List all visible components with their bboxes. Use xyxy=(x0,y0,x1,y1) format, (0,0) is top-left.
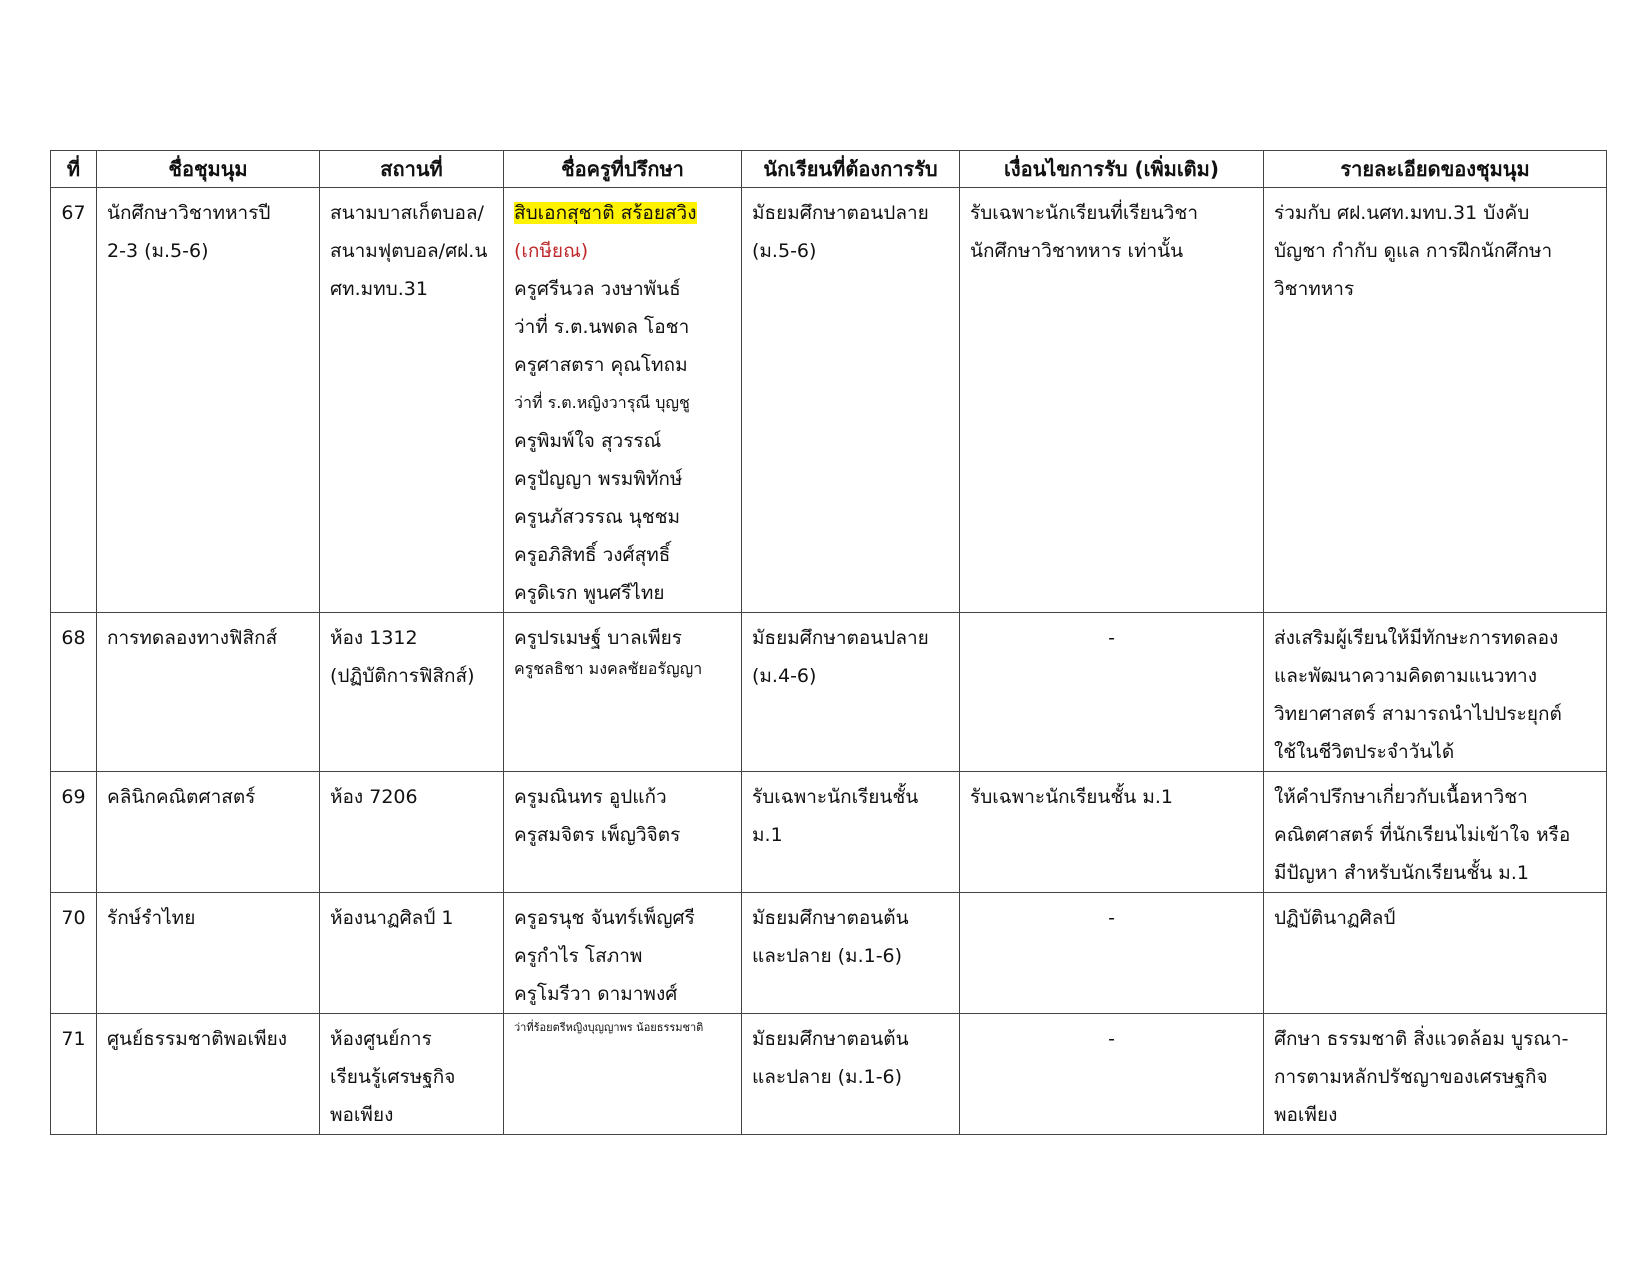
club-details xyxy=(1264,772,1607,893)
condition-line: รับเฉพาะนักเรียนชั้น ม.1 xyxy=(970,786,1173,808)
row-number: 71 xyxy=(51,1014,97,1135)
location-line: สนามฟุตบอล/ศฝ.น xyxy=(330,240,488,262)
advisor-name: ครูดิเรก พูนศรีไทย xyxy=(514,582,665,604)
advisor-retired-note: (เกษียณ) xyxy=(514,240,589,262)
advisor-name: ครูอภิสิทธิ์ วงศ์สุทธิ์ xyxy=(514,544,671,566)
header-advisors: ชื่อครูที่ปรึกษา xyxy=(504,151,742,188)
advisor-name: ครูสมจิตร เพ็ญวิจิตร xyxy=(514,824,681,846)
row-number: 67 xyxy=(51,188,97,613)
club-name-line: รักษ์รำไทย xyxy=(107,907,196,929)
club-name-line: ศูนย์ธรรมชาติพอเพียง xyxy=(107,1028,287,1050)
club-table xyxy=(50,150,1607,1135)
row-number: 68 xyxy=(51,613,97,772)
target-line: (ม.4-6) xyxy=(752,665,817,687)
condition-line: - xyxy=(1108,907,1115,929)
target-students xyxy=(742,772,960,893)
location-line: สนามบาสเก็ตบอล/ xyxy=(330,202,484,224)
location-line: ห้อง 1312 xyxy=(330,627,418,649)
details-line: การตามหลักปรัชญาของเศรษฐกิจ xyxy=(1274,1066,1548,1088)
table-row xyxy=(51,1014,1607,1135)
advisor-name: ครูศาสตรา คุณโทถม xyxy=(514,354,688,376)
condition-line: รับเฉพาะนักเรียนที่เรียนวิชา xyxy=(970,202,1198,224)
condition xyxy=(960,772,1264,893)
table-row xyxy=(51,772,1607,893)
club-name-line: การทดลองทางฟิสิกส์ xyxy=(107,627,278,649)
location-line: (ปฏิบัติการฟิสิกส์) xyxy=(330,665,475,687)
club-details xyxy=(1264,613,1607,772)
condition xyxy=(960,613,1264,772)
club-name-line: 2-3 (ม.5-6) xyxy=(107,240,209,262)
location xyxy=(320,893,504,1014)
target-line: และปลาย (ม.1-6) xyxy=(752,1066,903,1088)
details-line: ใช้ในชีวิตประจำวันได้ xyxy=(1274,741,1455,763)
target-students xyxy=(742,188,960,613)
advisors xyxy=(504,1014,742,1135)
target-line: รับเฉพาะนักเรียนชั้น xyxy=(752,786,919,808)
club-details xyxy=(1264,1014,1607,1135)
details-line: ปฏิบัตินาฏศิลป์ xyxy=(1274,907,1396,929)
target-line: มัธยมศึกษาตอนต้น xyxy=(752,1028,909,1050)
condition xyxy=(960,1014,1264,1135)
club-details xyxy=(1264,893,1607,1014)
advisor-name: ครูนภัสวรรณ นุชชม xyxy=(514,506,681,528)
advisor-name: ว่าที่ร้อยตรีหญิงบุญญาพร น้อยธรรมชาติ xyxy=(514,1021,704,1034)
details-line: คณิตศาสตร์ ที่นักเรียนไม่เข้าใจ หรือ xyxy=(1274,824,1571,846)
table-row xyxy=(51,188,1607,613)
location-line: ห้อง 7206 xyxy=(330,786,418,808)
location-line: พอเพียง xyxy=(330,1104,394,1126)
details-line: ศึกษา ธรรมชาติ สิ่งแวดล้อม บูรณา- xyxy=(1274,1028,1569,1050)
target-line: และปลาย (ม.1-6) xyxy=(752,945,903,967)
advisors xyxy=(504,893,742,1014)
club-name xyxy=(97,893,320,1014)
advisor-name: ว่าที่ ร.ต.หญิงวารุณี บุญชู xyxy=(514,393,690,412)
details-line: มีปัญหา สำหรับนักเรียนชั้น ม.1 xyxy=(1274,862,1529,884)
header-target-students: นักเรียนที่ต้องการรับ xyxy=(742,151,960,188)
location xyxy=(320,772,504,893)
advisor-name: ครูปรเมษฐ์ บาลเพียร xyxy=(514,627,682,649)
club-name xyxy=(97,188,320,613)
club-name xyxy=(97,772,320,893)
location xyxy=(320,613,504,772)
target-line: (ม.5-6) xyxy=(752,240,817,262)
advisor-name: ครูอรนุช จันทร์เพ็ญศรี xyxy=(514,907,695,929)
location xyxy=(320,1014,504,1135)
header-conditions: เงื่อนไขการรับ (เพิ่มเติม) xyxy=(960,151,1264,188)
header-no: ที่ xyxy=(51,151,97,188)
advisors xyxy=(504,188,742,613)
location-line: เรียนรู้เศรษฐกิจ xyxy=(330,1066,456,1088)
details-line: บัญชา กำกับ ดูแล การฝึกนักศึกษา xyxy=(1274,240,1553,262)
location-line: ห้องศูนย์การ xyxy=(330,1028,432,1050)
target-students xyxy=(742,893,960,1014)
club-name xyxy=(97,1014,320,1135)
details-line: ส่งเสริมผู้เรียนให้มีทักษะการทดลอง xyxy=(1274,627,1559,649)
advisor-name: ครูพิมพ์ใจ สุวรรณ์ xyxy=(514,430,662,452)
advisor-name: ครูชลธิชา มงคลชัยอรัญญา xyxy=(514,659,703,678)
location-line: ศท.มทบ.31 xyxy=(330,278,428,300)
details-line: และพัฒนาความคิดตามแนวทาง xyxy=(1274,665,1537,687)
condition xyxy=(960,188,1264,613)
table-row xyxy=(51,613,1607,772)
advisor-name: ครูมณินทร อูปแก้ว xyxy=(514,786,667,808)
target-line: ม.1 xyxy=(752,824,783,846)
advisors xyxy=(504,613,742,772)
advisor-name: ครูโมรีวา ดามาพงศ์ xyxy=(514,983,678,1005)
details-line: ร่วมกับ ศฝ.นศท.มทบ.31 บังคับ xyxy=(1274,202,1530,224)
club-details xyxy=(1264,188,1607,613)
header-details: รายละเอียดของชุมนุม xyxy=(1264,151,1607,188)
details-line: วิชาทหาร xyxy=(1274,278,1355,300)
location xyxy=(320,188,504,613)
condition-line: - xyxy=(1108,1028,1115,1050)
details-line: วิทยาศาสตร์ สามารถนำไปประยุกต์ xyxy=(1274,703,1562,725)
club-name-line: คลินิกคณิตศาสตร์ xyxy=(107,786,256,808)
table-row xyxy=(51,893,1607,1014)
target-students xyxy=(742,1014,960,1135)
target-line: มัธยมศึกษาตอนปลาย xyxy=(752,202,929,224)
details-line: พอเพียง xyxy=(1274,1104,1338,1126)
details-line: ให้คำปรึกษาเกี่ยวกับเนื้อหาวิชา xyxy=(1274,786,1528,808)
location-line: ห้องนาฏศิลป์ 1 xyxy=(330,907,454,929)
target-line: มัธยมศึกษาตอนปลาย xyxy=(752,627,929,649)
club-name-line: นักศึกษาวิชาทหารปี xyxy=(107,202,271,224)
row-number: 69 xyxy=(51,772,97,893)
advisor-name: ว่าที่ ร.ต.นพดล โอชา xyxy=(514,316,690,338)
header-location: สถานที่ xyxy=(320,151,504,188)
advisor-highlighted: สิบเอกสุชาติ สร้อยสวิง xyxy=(514,202,697,224)
advisor-name: ครูกำไร โสภาพ xyxy=(514,945,643,967)
advisor-name: ครูปัญญา พรมพิทักษ์ xyxy=(514,468,683,490)
condition-line: นักศึกษาวิชาทหาร เท่านั้น xyxy=(970,240,1184,262)
header-club-name: ชื่อชุมนุม xyxy=(97,151,320,188)
header-row xyxy=(51,151,1607,188)
advisor-name: ครูศรีนวล วงษาพันธ์ xyxy=(514,278,681,300)
row-number: 70 xyxy=(51,893,97,1014)
target-line: มัธยมศึกษาตอนต้น xyxy=(752,907,909,929)
advisors xyxy=(504,772,742,893)
condition-line: - xyxy=(1108,627,1115,649)
club-name xyxy=(97,613,320,772)
condition xyxy=(960,893,1264,1014)
target-students xyxy=(742,613,960,772)
